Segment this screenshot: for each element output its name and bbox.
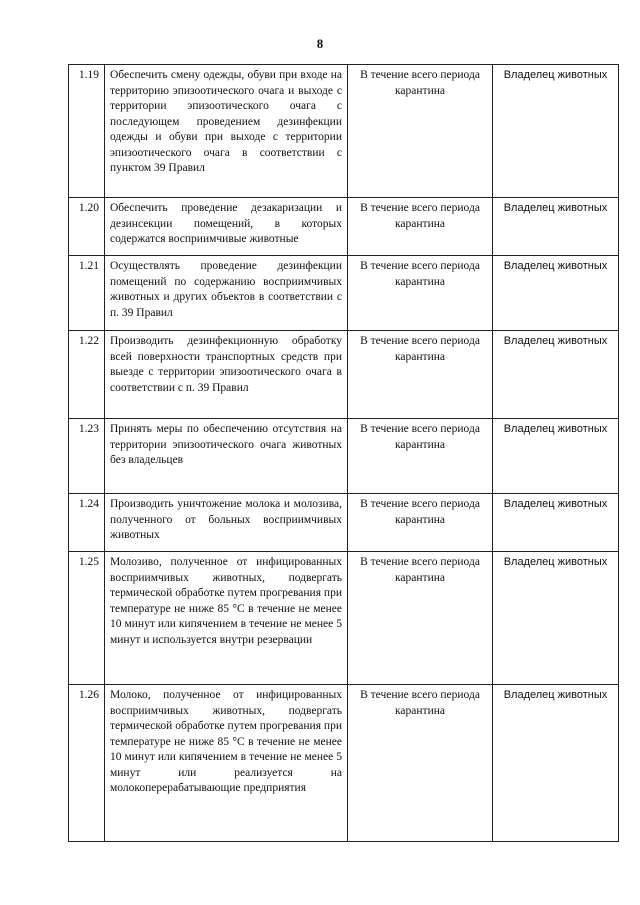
row-number: 1.24: [69, 494, 105, 552]
row-number: 1.20: [69, 198, 105, 256]
measure-responsible: Владелец животных: [493, 419, 619, 494]
measure-term: В течение всего периода карантина: [348, 685, 493, 842]
measure-text: Производить дезинфекционную обработку всей поверхности транспортных средств при выезде с территории эпизоотического очага в соответствии с п. 39 Правил: [105, 331, 348, 419]
row-number: 1.26: [69, 685, 105, 842]
table-row: [69, 256, 619, 331]
measure-term: В течение всего периода карантина: [348, 331, 493, 419]
measure-term: В течение всего периода карантина: [348, 494, 493, 552]
measure-responsible: Владелец животных: [493, 65, 619, 198]
measure-text: Осуществлять проведение дезинфекции помещений по содержанию восприимчивых животных и других объектов в соответствии с п. 39 Правил: [105, 256, 348, 331]
table-row: [69, 331, 619, 419]
row-number: 1.19: [69, 65, 105, 198]
measure-text: Принять меры по обеспечению отсутствия на территории эпизоотического очага животных без владельцев: [105, 419, 348, 494]
table-row: [69, 65, 619, 198]
table-row: [69, 419, 619, 494]
measure-text: Производить уничтожение молока и молозива, полученного от больных восприимчивых животных: [105, 494, 348, 552]
table-row: [69, 685, 619, 842]
measure-text: Молоко, полученное от инфицированных восприимчивых животных, подвергать термической обработке путем прогревания при температуре не ниже 85 °С в течение не менее 10 минут или кипячением в течение не менее 5 минут или реализуется на молокоперерабатывающие предприятия: [105, 685, 348, 842]
table-row: [69, 198, 619, 256]
measure-text: Молозиво, полученное от инфицированных восприимчивых животных, подвергать термической обработке путем прогревания при температуре не ниже 85 °С в течение не менее 10 минут или кипячением в течение не менее 5 минут и используется внутри резервации: [105, 552, 348, 685]
measure-text: Обеспечить проведение дезакаризации и дезинсекции помещений, в которых содержатся восприимчивые животные: [105, 198, 348, 256]
row-number: 1.22: [69, 331, 105, 419]
measures-table: [68, 64, 619, 842]
measure-responsible: Владелец животных: [493, 494, 619, 552]
row-number: 1.21: [69, 256, 105, 331]
measure-responsible: Владелец животных: [493, 685, 619, 842]
measure-term: В течение всего периода карантина: [348, 198, 493, 256]
measure-term: В течение всего периода карантина: [348, 256, 493, 331]
measure-term: В течение всего периода карантина: [348, 65, 493, 198]
table-row: [69, 552, 619, 685]
measure-responsible: Владелец животных: [493, 198, 619, 256]
row-number: 1.25: [69, 552, 105, 685]
row-number: 1.23: [69, 419, 105, 494]
measure-term: В течение всего периода карантина: [348, 419, 493, 494]
measure-term: В течение всего периода карантина: [348, 552, 493, 685]
measure-responsible: Владелец животных: [493, 552, 619, 685]
measure-responsible: Владелец животных: [493, 256, 619, 331]
table-row: [69, 494, 619, 552]
measure-responsible: Владелец животных: [493, 331, 619, 419]
measure-text: Обеспечить смену одежды, обуви при входе на территорию эпизоотического очага и выходе с территории эпизоотического очага с последующем проведением дезинфекции одежды и обуви при выходе с территории эпизоотического очага в соответствии с пунктом 39 Правил: [105, 65, 348, 198]
page-number: 8: [316, 36, 324, 51]
